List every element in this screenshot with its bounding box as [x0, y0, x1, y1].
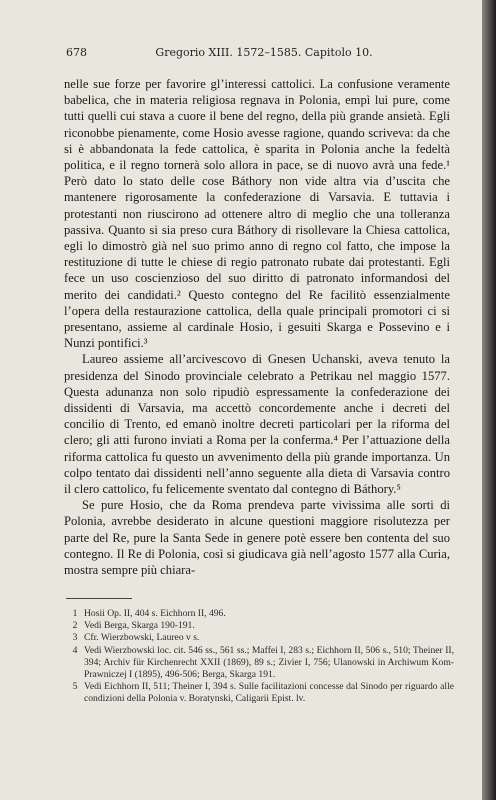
footnote — [66, 632, 454, 644]
footnote — [66, 608, 454, 620]
footnote-number: 4 — [72, 644, 78, 656]
footnote-number: 3 — [72, 632, 78, 644]
footnote — [66, 620, 454, 632]
running-head — [66, 46, 442, 59]
footnote-text: Hosii Op. II, 404 s. Eichhorn II, 496. — [84, 608, 226, 619]
paragraph: Se pure Hosio, che da Roma prendeva parte vivissima alle sorti di Polonia, avrebbe desiderato in alcune questioni maggiore risolutezza per parte del Re, pure la Santa Sede in genere potè essere ben contenta del suo contegno. Il Re di Polonia, così si giudicava già nell’agosto 1577 alla Curia, mostra sempre più chiara- — [64, 498, 450, 578]
footnote — [66, 681, 454, 705]
footnote-text: Vedi Wierzbowski loc. cit. 546 ss., 561 ss.; Maffei I, 283 s.; Eichhorn II, 506 s., 510; Theiner II, 394; Archiv für Kirchenrecht XXII (1869), 89 s.; Zivier I, 756; Ulanowski in Archiwum Kom-Prawniczej I (1895), 496-506; Berga, Skarga 191. — [84, 644, 454, 681]
paragraph: nelle sue forze per favorire gl’interessi cattolici. La confusione veramente babelica, che in materia religiosa regnava in Polonia, empì lui pure, come tutti quelli cui stava a cuore il bene del regno, della più grande ansietà. Egli riconobbe pienamente, come Hosio avesse ragione, quando scriveva: da che si è abbandonata la fede cattolica, è sparita in Polonia anche la fedeltà politica, e il regno tornerà solo allora in pace, se di nuovo avrà una fede.¹ Però dato lo stato delle cose Báthory non vide altra via d’uscita che mantenere rigorosamente la confederazione di Varsavia. E tuttavia i protestanti non riuscirono ad ottenere altro di meglio che una tolleranza passiva. Quanto si sia preso cura Báthory di risollevare la Chiesa cattolica, egli lo dimostrò già nel suo primo anno di regno col fatto, che impose la restituzione di tutte le chiese di regio patronato rubate dai protestanti. Egli fece un uso coscienzioso del suo diritto di patronato informandosi del merito dei candidati.² Questo contegno del Re facilitò essenzialmente l’opera della restaurazione cattolica, della quale principali promotori ci si presentano, assieme al cardinale Hosio, i gesuiti Skarga e Possevino e i Nunzi pontifici.³ — [64, 77, 450, 351]
footnote-rule — [66, 598, 132, 599]
footnote-text: Vedi Eichhorn II, 511; Theiner I, 394 s. Sulle facilitazioni concesse dal Sinodo per riguardo alle condizioni della Polonia v. Boratynski, Caligarii Epist. lv. — [84, 681, 454, 705]
footnote-number: 5 — [72, 681, 78, 693]
paragraph: Laureo assieme all’arcivescovo di Gnesen Uchanski, aveva tenuto la presidenza del Sinodo provinciale celebrato a Petrikau nel maggio 1577. Questa adunanza non solo ripudiò espressamente la confederazione dei dissidenti di Varsavia, ma accettò concordemente anche i decreti del concilio di Trento, ed emanò inoltre decreti particolari per la riforma del clero; gli atti furono inviati a Roma per la conferma.⁴ Per l’attuazione della riforma cattolica fu questo un avvenimento della più grande importanza. Un colpo tentato dai dissidenti nell’anno seguente alla dieta di Varsavia contro il clero cattolico, fu felicemente sventato dal contegno di Báthory.⁵ — [64, 352, 450, 497]
page-number: 678 — [66, 46, 87, 59]
footnote-text: Vedi Berga, Skarga 190-191. — [84, 620, 195, 632]
page-edge-shadow — [482, 0, 496, 800]
footnote — [66, 645, 454, 682]
footnote-number: 2 — [72, 620, 78, 632]
footnote-text: Cfr. Wierzbowski, Laureo v s. — [84, 632, 200, 644]
running-title: Gregorio XIII. 1572–1585. Capitolo 10. — [155, 46, 373, 59]
footnotes — [66, 608, 454, 706]
body-text — [64, 76, 450, 578]
footnote-number: 1 — [72, 608, 78, 619]
